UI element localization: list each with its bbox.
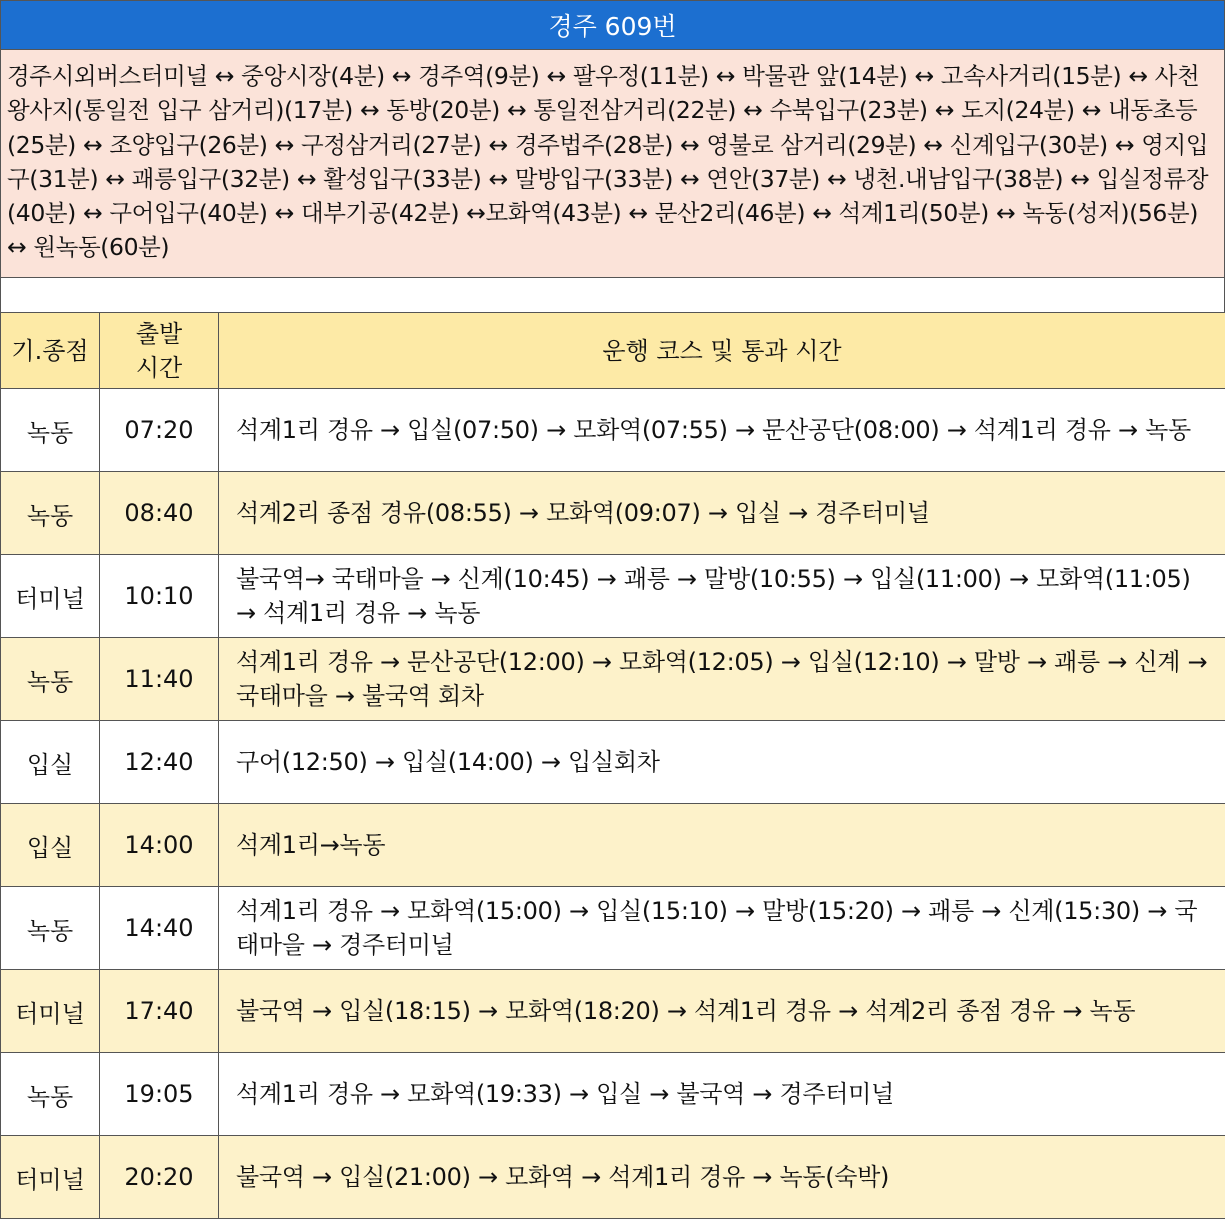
row-course: 석계2리 종점 경유(08:55) → 모화역(09:07) → 입실 → 경주터미널 xyxy=(219,472,1225,555)
table-row xyxy=(1,804,1225,887)
spacer-row xyxy=(0,278,1225,312)
row-time: 14:40 xyxy=(100,887,219,970)
header-departure-time xyxy=(100,313,219,389)
row-course: 석계1리 경유 → 입실(07:50) → 모화역(07:55) → 문산공단(08:00) → 석계1리 경유 → 녹동 xyxy=(219,389,1225,472)
table-row xyxy=(1,472,1225,555)
header-time-line1: 출발 xyxy=(135,319,183,348)
header-time-line2: 시간 xyxy=(135,353,183,382)
table-row xyxy=(1,555,1225,638)
table-row xyxy=(1,638,1225,721)
row-stop: 입실 xyxy=(1,804,100,887)
row-time: 17:40 xyxy=(100,970,219,1053)
row-course: 석계1리 경유 → 모화역(19:33) → 입실 → 불국역 → 경주터미널 xyxy=(219,1053,1225,1136)
row-time: 19:05 xyxy=(100,1053,219,1136)
schedule-table xyxy=(0,312,1225,1219)
row-course: 불국역 → 입실(18:15) → 모화역(18:20) → 석계1리 경유 → 석계2리 종점 경유 → 녹동 xyxy=(219,970,1225,1053)
header-stop: 기.종점 xyxy=(1,313,100,389)
table-row xyxy=(1,389,1225,472)
row-stop: 터미널 xyxy=(1,1136,100,1219)
row-time: 20:20 xyxy=(100,1136,219,1219)
row-time: 10:10 xyxy=(100,555,219,638)
row-course: 구어(12:50) → 입실(14:00) → 입실회차 xyxy=(219,721,1225,804)
row-stop: 녹동 xyxy=(1,1053,100,1136)
row-course: 석계1리 경유 → 문산공단(12:00) → 모화역(12:05) → 입실(12:10) → 말방 → 괘릉 → 신계 → 국태마을 → 불국역 회차 xyxy=(219,638,1225,721)
route-stops-description: 경주시외버스터미널 ↔ 중앙시장(4분) ↔ 경주역(9분) ↔ 팔우정(11분) ↔ 박물관 앞(14분) ↔ 고속사거리(15분) ↔ 사천왕사지(통일전 입구 삼거리)(17분) ↔ 동방(20분) ↔ 통일전삼거리(22분) ↔ 수북입구(23분) ↔ 도지(24분) ↔ 내동초등(25분) ↔ 조양입구(26분) ↔ 구정삼거리(27분) ↔ 경주법주(28분) ↔ 영불로 삼거리(29분) ↔ 신계입구(30분) ↔ 영지입구(31분) ↔ 괘릉입구(32분) ↔ 활성입구(33분) ↔ 말방입구(33분) ↔ 연안(37분) ↔ 냉천.내남입구(38분) ↔ 입실정류장(40분) ↔ 구어입구(40분) ↔ 대부기공(42분) ↔모화역(43분) ↔ 문산2리(46분) ↔ 석계1리(50분) ↔ 녹동(성저)(56분) ↔ 원녹동(60분) xyxy=(0,50,1225,278)
table-header-row xyxy=(1,313,1225,389)
row-time: 08:40 xyxy=(100,472,219,555)
row-time: 11:40 xyxy=(100,638,219,721)
row-stop: 녹동 xyxy=(1,887,100,970)
row-stop: 입실 xyxy=(1,721,100,804)
table-row xyxy=(1,1136,1225,1219)
row-stop: 녹동 xyxy=(1,638,100,721)
page-title: 경주 609번 xyxy=(0,0,1225,50)
table-row xyxy=(1,721,1225,804)
row-time: 07:20 xyxy=(100,389,219,472)
row-course: 불국역 → 입실(21:00) → 모화역 → 석계1리 경유 → 녹동(숙박) xyxy=(219,1136,1225,1219)
row-course: 불국역→ 국태마을 → 신계(10:45) → 괘릉 → 말방(10:55) → 입실(11:00) → 모화역(11:05) → 석계1리 경유 → 녹동 xyxy=(219,555,1225,638)
row-time: 14:00 xyxy=(100,804,219,887)
row-time: 12:40 xyxy=(100,721,219,804)
row-stop: 녹동 xyxy=(1,472,100,555)
table-row xyxy=(1,1053,1225,1136)
table-row xyxy=(1,887,1225,970)
header-course: 운행 코스 및 통과 시간 xyxy=(219,313,1225,389)
table-row xyxy=(1,970,1225,1053)
row-course: 석계1리→녹동 xyxy=(219,804,1225,887)
row-stop: 터미널 xyxy=(1,970,100,1053)
row-stop: 녹동 xyxy=(1,389,100,472)
row-stop: 터미널 xyxy=(1,555,100,638)
row-course: 석계1리 경유 → 모화역(15:00) → 입실(15:10) → 말방(15:20) → 괘릉 → 신계(15:30) → 국태마을 → 경주터미널 xyxy=(219,887,1225,970)
